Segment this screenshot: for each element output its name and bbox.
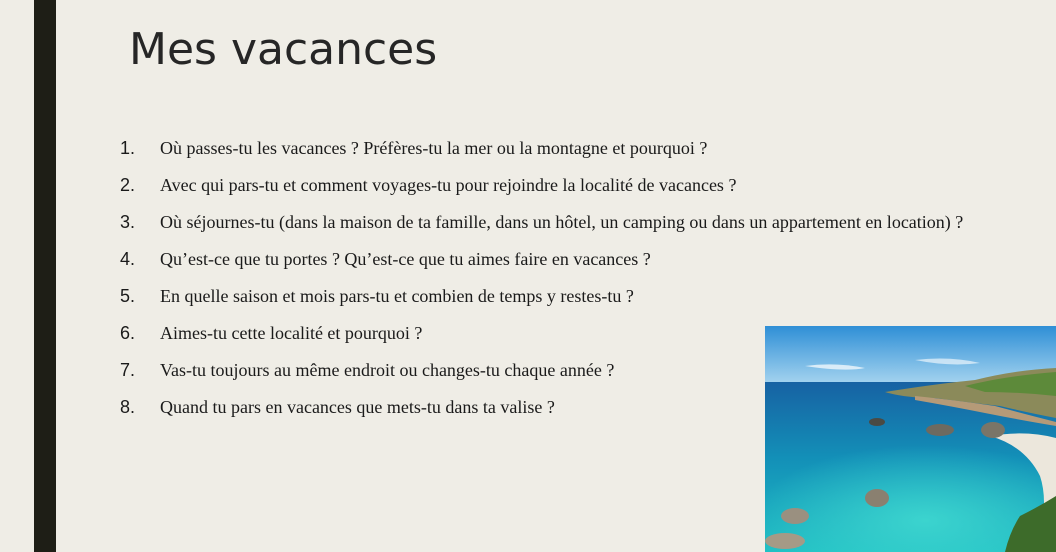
question-number: 4. bbox=[120, 249, 136, 269]
question-number: 7. bbox=[120, 360, 136, 380]
question-text: Où séjournes-tu (dans la maison de ta famille, dans un hôtel, un camping ou dans un appartement en location) ? bbox=[160, 212, 964, 232]
question-number: 6. bbox=[120, 323, 136, 343]
rock bbox=[765, 533, 805, 549]
question-number: 3. bbox=[120, 212, 136, 232]
question-text: Aimes-tu cette localité et pourquoi ? bbox=[160, 323, 423, 343]
rock bbox=[926, 424, 954, 436]
question-text: Qu’est-ce que tu portes ? Qu’est-ce que tu aimes faire en vacances ? bbox=[160, 249, 651, 269]
question-item bbox=[120, 212, 1045, 233]
slide-accent-bar bbox=[34, 0, 56, 552]
rock bbox=[865, 489, 889, 507]
rock bbox=[981, 422, 1005, 438]
coastal-bay-illustration bbox=[765, 326, 1056, 552]
question-item bbox=[120, 138, 1045, 159]
question-number: 8. bbox=[120, 397, 136, 417]
rock bbox=[869, 418, 885, 426]
question-text: Où passes-tu les vacances ? Préfères-tu la mer ou la montagne et pourquoi ? bbox=[160, 138, 708, 158]
question-item bbox=[120, 286, 1045, 307]
question-item bbox=[120, 249, 1045, 270]
coastal-bay-photo bbox=[765, 326, 1056, 552]
question-item bbox=[120, 175, 1045, 196]
question-number: 5. bbox=[120, 286, 136, 306]
question-text: En quelle saison et mois pars-tu et combien de temps y restes-tu ? bbox=[160, 286, 634, 306]
question-number: 1. bbox=[120, 138, 136, 158]
question-text: Avec qui pars-tu et comment voyages-tu pour rejoindre la localité de vacances ? bbox=[160, 175, 737, 195]
question-text: Vas-tu toujours au même endroit ou changes-tu chaque année ? bbox=[160, 360, 615, 380]
question-number: 2. bbox=[120, 175, 136, 195]
slide-title: Mes vacances bbox=[129, 24, 438, 75]
rock bbox=[781, 508, 809, 524]
question-text: Quand tu pars en vacances que mets-tu dans ta valise ? bbox=[160, 397, 555, 417]
